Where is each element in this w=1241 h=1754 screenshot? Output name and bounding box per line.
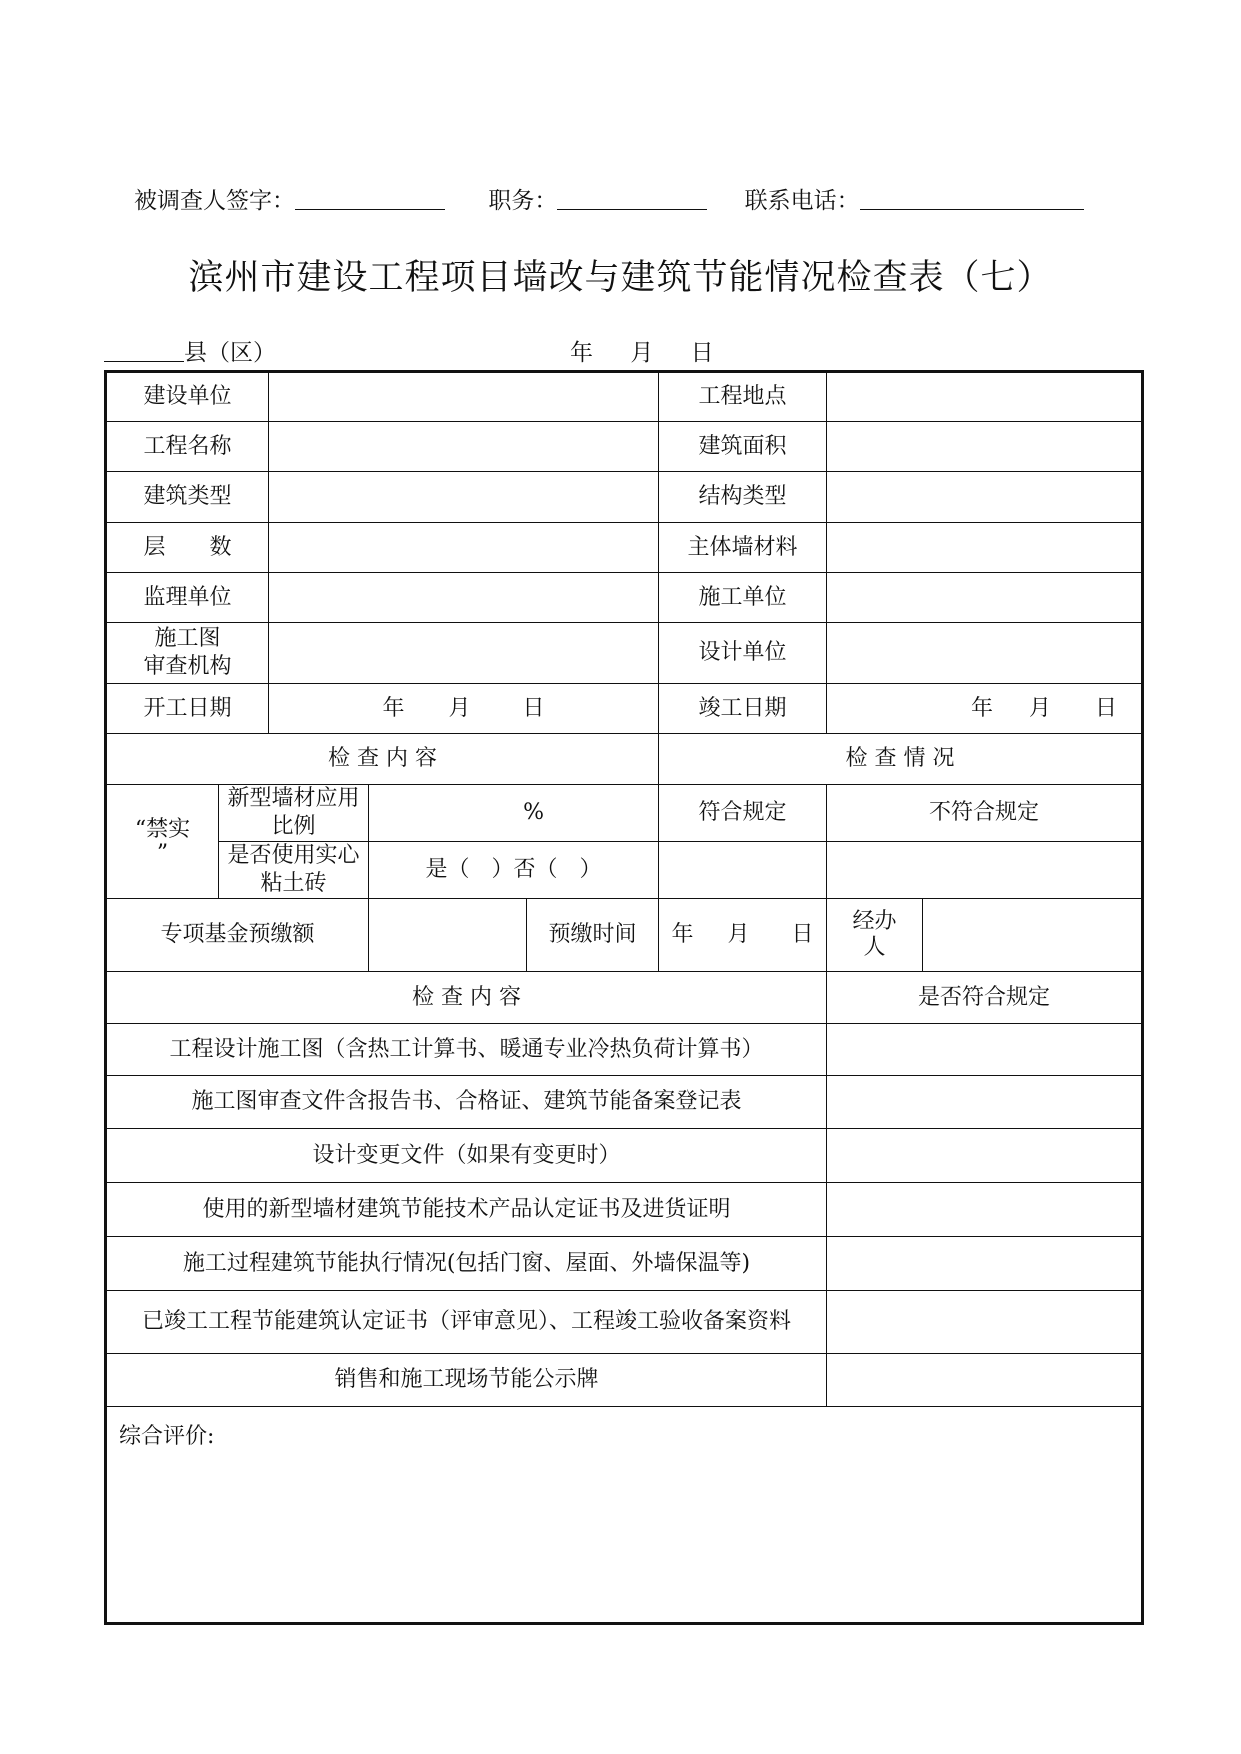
table-row [106,573,1143,623]
handler-field[interactable] [923,899,1143,972]
item-completion-cert-check[interactable] [827,1291,1143,1354]
item-energy-board: 销售和施工现场节能公示牌 [106,1354,827,1407]
structure-type-field[interactable] [827,472,1143,523]
conform-header: 是否符合规定 [827,972,1143,1024]
county-field[interactable] [104,339,184,362]
phone-label: 联系电话： [744,188,860,214]
item-review-files-check[interactable] [827,1076,1143,1129]
finish-date-field[interactable]: 年 月 日 [827,684,1143,734]
site-label: 工程地点 [659,372,827,422]
table-row [106,1291,1143,1354]
item-design-drawings-check[interactable] [827,1024,1143,1076]
table-row [106,842,1143,899]
table-row [106,623,1143,684]
review-org-field[interactable] [269,623,659,684]
table-row [106,1129,1143,1183]
table-row [106,899,1143,972]
item-wall-material-cert-check[interactable] [827,1183,1143,1237]
main-wall-label: 主体墙材料 [659,523,827,573]
prepay-time-label: 预缴时间 [527,899,659,972]
item-completion-cert: 已竣工工程节能建筑认定证书（评审意见）、工程竣工验收备案资料 [106,1291,827,1354]
signer-label: 被调查人签字： [134,188,295,214]
builder-field[interactable] [269,372,659,422]
wall-ratio-field[interactable] [369,785,659,842]
floors-field[interactable] [269,523,659,573]
handler-label: 经办 人 [827,899,923,972]
date-year: 年 [570,340,593,366]
supervisor-label: 监理单位 [106,573,269,623]
table-row [106,472,1143,523]
table-row [106,523,1143,573]
builder-label: 建设单位 [106,372,269,422]
table-row [106,1076,1143,1129]
clay-brick-label: 是否使用实心粘土砖 [219,842,369,899]
percent-sign: % [523,800,544,825]
overall-evaluation[interactable] [106,1407,1143,1624]
finish-date-label: 竣工日期 [659,684,827,734]
project-name-field[interactable] [269,422,659,472]
position-label: 职务： [488,188,558,214]
area-field[interactable] [827,422,1143,472]
table-row [106,1237,1143,1291]
form-date [570,334,714,367]
complies-option[interactable]: 符合规定 [659,785,827,842]
table-row [106,1407,1143,1624]
fund-amount-field[interactable] [369,899,527,972]
contractor-field[interactable] [827,573,1143,623]
signer-field[interactable] [295,185,445,210]
item-construction-process-check[interactable] [827,1237,1143,1291]
fund-label: 专项基金预缴额 [106,899,369,972]
ban-label: “禁实 ” [106,785,219,899]
table-row [106,972,1143,1024]
table-row [106,1183,1143,1237]
table-row [106,372,1143,422]
structure-type-label: 结构类型 [659,472,827,523]
inspection-table [104,370,1144,1625]
supervisor-field[interactable] [269,573,659,623]
item-construction-process: 施工过程建筑节能执行情况(包括门窗、屋面、外墙保温等) [106,1237,827,1291]
site-field[interactable] [827,372,1143,422]
position-field[interactable] [557,185,707,210]
county-suffix: 县（区） [184,340,276,366]
table-row [106,684,1143,734]
table-row [106,734,1143,785]
table-row [106,422,1143,472]
clay-brick-not-complies-field[interactable] [827,842,1143,899]
item-design-change: 设计变更文件（如果有变更时） [106,1129,827,1183]
item-review-files: 施工图审查文件含报告书、合格证、建筑节能备案登记表 [106,1076,827,1129]
review-org-label: 施工图 审查机构 [106,623,269,684]
design-unit-label: 设计单位 [659,623,827,684]
floors-label: 层 数 [106,523,269,573]
start-date-field[interactable]: 年 月 日 [269,684,659,734]
wall-ratio-label: 新型墙材应用比例 [219,785,369,842]
area-label: 建筑面积 [659,422,827,472]
item-design-drawings: 工程设计施工图（含热工计算书、暖通专业冷热负荷计算书） [106,1024,827,1076]
check-content-header: 检 查 内 容 [106,734,659,785]
date-day: 日 [690,340,714,366]
table-row [106,1024,1143,1076]
clay-brick-complies-field[interactable] [659,842,827,899]
item-design-change-check[interactable] [827,1129,1143,1183]
prepay-date-field[interactable]: 年 月 日 [659,899,827,972]
building-type-label: 建筑类型 [106,472,269,523]
not-complies-option[interactable]: 不符合规定 [827,785,1143,842]
start-date-label: 开工日期 [106,684,269,734]
evaluation-label: 综合评价: [119,1424,215,1449]
table-row [106,1354,1143,1407]
building-type-field[interactable] [269,472,659,523]
design-unit-field[interactable] [827,623,1143,684]
county-line [104,334,276,367]
main-wall-field[interactable] [827,523,1143,573]
contractor-label: 施工单位 [659,573,827,623]
signature-row [134,182,1084,215]
item-energy-board-check[interactable] [827,1354,1143,1407]
table-row [106,785,1143,842]
phone-field[interactable] [860,185,1084,210]
project-name-label: 工程名称 [106,422,269,472]
check-content-header-2: 检 查 内 容 [106,972,827,1024]
clay-brick-yes-no[interactable]: 是（ ）否（ ） [369,842,659,899]
date-month: 月 [630,340,654,366]
check-status-header: 检 查 情 况 [659,734,1143,785]
page-title: 滨州市建设工程项目墙改与建筑节能情况检查表（七） [188,258,1053,298]
item-wall-material-cert: 使用的新型墙材建筑节能技术产品认定证书及进货证明 [106,1183,827,1237]
